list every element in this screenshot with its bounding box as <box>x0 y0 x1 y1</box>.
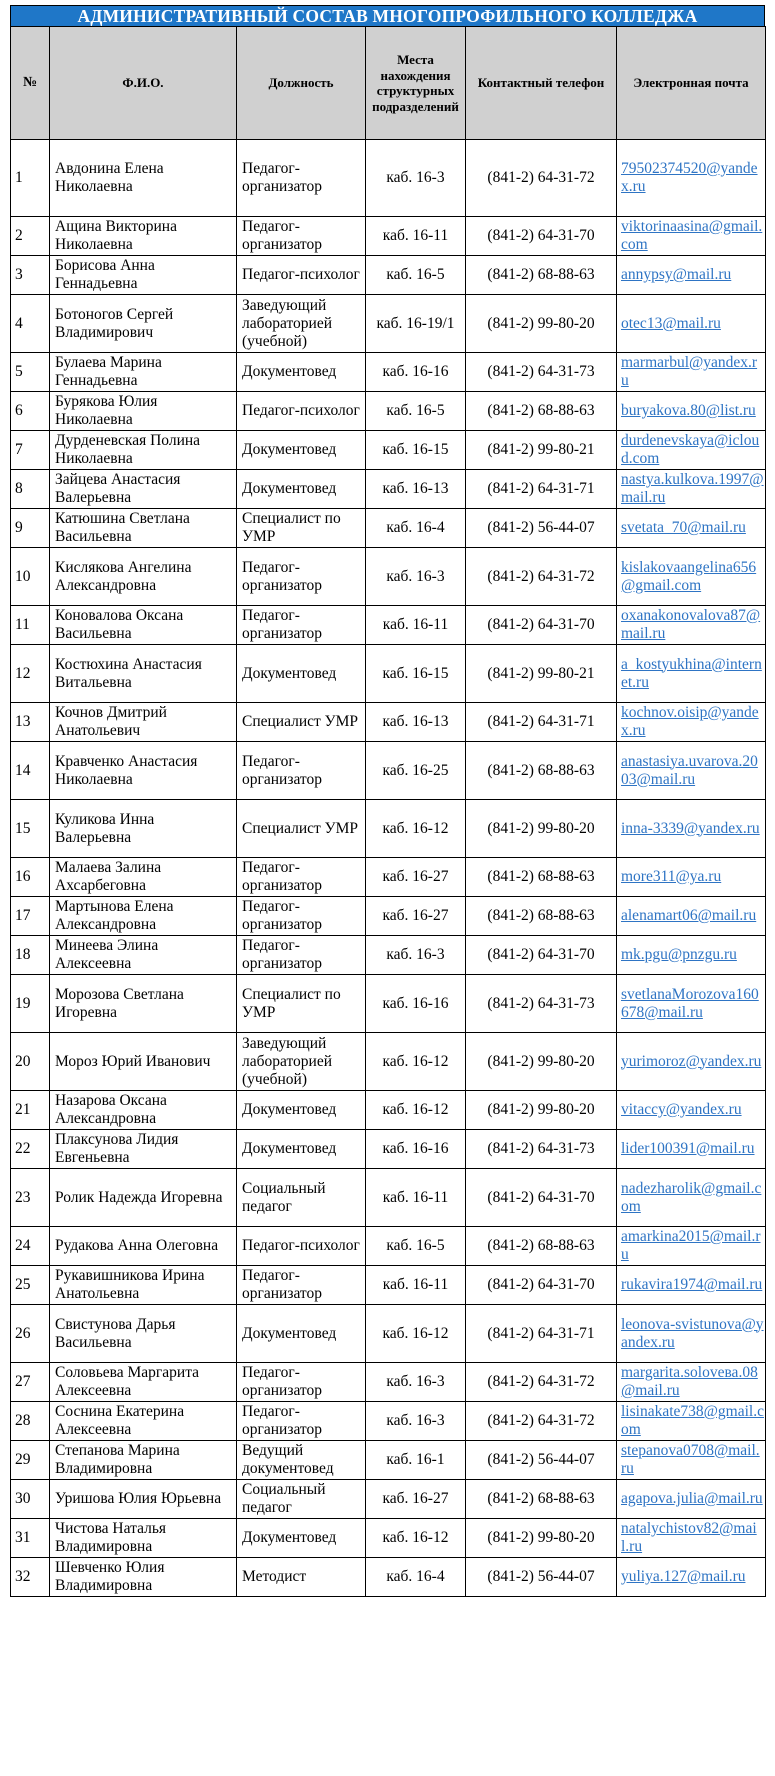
row-email-cell <box>617 548 766 606</box>
row-email-cell <box>617 975 766 1033</box>
row-room: каб. 16-3 <box>366 140 466 217</box>
row-name: Малаева Залина Ахсарбеговна <box>50 858 237 897</box>
row-name: Мороз Юрий Иванович <box>50 1033 237 1091</box>
table-row <box>11 140 766 217</box>
row-email-cell <box>617 217 766 256</box>
email-link[interactable]: durdenevskaya@icloud.com <box>621 432 760 467</box>
email-link[interactable]: 79502374520@yandex.ru <box>621 160 758 195</box>
column-header-room: Места нахождения структурных подразделений <box>366 27 466 140</box>
row-number: 14 <box>11 742 50 800</box>
row-position: Документовед <box>237 431 366 470</box>
row-name: Авдонина Елена Николаевна <box>50 140 237 217</box>
email-link[interactable]: rukavira1974@mail.ru <box>621 1276 763 1293</box>
table-row <box>11 742 766 800</box>
row-room: каб. 16-12 <box>366 1519 466 1558</box>
row-phone: (841-2) 68-88-63 <box>466 858 617 897</box>
row-position: Педагог-психолог <box>237 256 366 295</box>
row-number: 22 <box>11 1130 50 1169</box>
row-email-cell <box>617 936 766 975</box>
row-email-cell <box>617 256 766 295</box>
row-phone: (841-2) 64-31-70 <box>466 1266 617 1305</box>
row-room: каб. 16-15 <box>366 431 466 470</box>
row-email-cell <box>617 1266 766 1305</box>
row-phone: (841-2) 68-88-63 <box>466 897 617 936</box>
row-name: Мартынова Елена Александровна <box>50 897 237 936</box>
row-room: каб. 16-11 <box>366 217 466 256</box>
row-number: 21 <box>11 1091 50 1130</box>
row-phone: (841-2) 68-88-63 <box>466 392 617 431</box>
row-phone: (841-2) 64-31-72 <box>466 1402 617 1441</box>
row-number: 11 <box>11 606 50 645</box>
row-room: каб. 16-3 <box>366 1363 466 1402</box>
row-number: 15 <box>11 800 50 858</box>
column-header-position: Должность <box>237 27 366 140</box>
row-position: Документовед <box>237 1091 366 1130</box>
email-link[interactable]: yurimoroz@yandex.ru <box>621 1052 762 1070</box>
email-link[interactable]: otec13@mail.ru <box>621 314 721 332</box>
row-position: Педагог-организатор <box>237 1363 366 1402</box>
row-name: Ботоногов Сергей Владимирович <box>50 295 237 353</box>
email-link[interactable]: lider100391@mail.ru <box>621 1140 755 1157</box>
column-header-email: Электронная почта <box>617 27 766 140</box>
row-position: Педагог-организатор <box>237 1266 366 1305</box>
row-room: каб. 16-16 <box>366 353 466 392</box>
table-row <box>11 703 766 742</box>
row-name: Свистунова Дарья Васильевна <box>50 1305 237 1363</box>
row-phone: (841-2) 64-31-71 <box>466 1305 617 1363</box>
row-name: Чистова Наталья Владимировна <box>50 1519 237 1558</box>
row-email-cell <box>617 509 766 548</box>
row-name: Минеева Элина Алексеевна <box>50 936 237 975</box>
email-link[interactable]: anastasiya.uvarova.2003@mail.ru <box>621 752 758 788</box>
row-room: каб. 16-12 <box>366 800 466 858</box>
email-link[interactable]: viktorinaasina@gmail.com <box>621 218 763 253</box>
email-link[interactable]: alenamart06@mail.ru <box>621 907 757 924</box>
row-phone: (841-2) 64-31-73 <box>466 975 617 1033</box>
row-position: Педагог-организатор <box>237 606 366 645</box>
table-row <box>11 1091 766 1130</box>
table-row <box>11 256 766 295</box>
row-position: Специалист УМР <box>237 703 366 742</box>
row-position: Специалист УМР <box>237 800 366 858</box>
row-number: 24 <box>11 1227 50 1266</box>
email-link[interactable]: yuliya.127@mail.ru <box>621 1568 746 1585</box>
table-row <box>11 800 766 858</box>
row-number: 31 <box>11 1519 50 1558</box>
table-row <box>11 1266 766 1305</box>
row-position: Документовед <box>237 470 366 509</box>
row-room: каб. 16-25 <box>366 742 466 800</box>
column-header-num: № <box>11 27 50 140</box>
row-phone: (841-2) 56-44-07 <box>466 509 617 548</box>
row-position: Документовед <box>237 645 366 703</box>
email-link[interactable]: more311@ya.ru <box>621 868 722 885</box>
row-name: Борисова Анна Геннадьевна <box>50 256 237 295</box>
table-row <box>11 295 766 353</box>
row-name: Рукавишникова Ирина Анатольевна <box>50 1266 237 1305</box>
row-name: Булаева Марина Геннадьевна <box>50 353 237 392</box>
row-room: каб. 16-11 <box>366 606 466 645</box>
table-row <box>11 1169 766 1227</box>
row-position: Методист <box>237 1558 366 1597</box>
row-room: каб. 16-5 <box>366 1227 466 1266</box>
table-row <box>11 548 766 606</box>
table-row <box>11 509 766 548</box>
row-name: Шевченко Юлия Владимировна <box>50 1558 237 1597</box>
row-position: Заведующий лабораторией (учебной) <box>237 295 366 353</box>
row-email-cell <box>617 1402 766 1441</box>
row-number: 29 <box>11 1441 50 1480</box>
row-number: 25 <box>11 1266 50 1305</box>
row-position: Педагог-организатор <box>237 742 366 800</box>
row-position: Документовед <box>237 1130 366 1169</box>
row-room: каб. 16-16 <box>366 1130 466 1169</box>
table-row <box>11 1363 766 1402</box>
row-room: каб. 16-11 <box>366 1169 466 1227</box>
row-room: каб. 16-4 <box>366 1558 466 1597</box>
row-number: 8 <box>11 470 50 509</box>
row-position: Педагог-организатор <box>237 858 366 897</box>
row-number: 23 <box>11 1169 50 1227</box>
table-row <box>11 936 766 975</box>
row-number: 6 <box>11 392 50 431</box>
row-room: каб. 16-19/1 <box>366 295 466 353</box>
row-name: Костюхина Анастасия Витальевна <box>50 645 237 703</box>
row-phone: (841-2) 64-31-73 <box>466 353 617 392</box>
row-number: 19 <box>11 975 50 1033</box>
row-position: Педагог-психолог <box>237 1227 366 1266</box>
row-phone: (841-2) 56-44-07 <box>466 1441 617 1480</box>
email-link[interactable]: stepanova0708@mail.ru <box>621 1442 760 1477</box>
row-number: 2 <box>11 217 50 256</box>
row-name: Ролик Надежда Игоревна <box>50 1169 237 1227</box>
row-email-cell <box>617 742 766 800</box>
table-row <box>11 645 766 703</box>
row-room: каб. 16-16 <box>366 975 466 1033</box>
row-phone: (841-2) 64-31-72 <box>466 1363 617 1402</box>
email-link[interactable]: leonova-svistunova@yandex.ru <box>621 1315 764 1351</box>
row-number: 3 <box>11 256 50 295</box>
row-number: 12 <box>11 645 50 703</box>
row-room: каб. 16-15 <box>366 645 466 703</box>
row-position: Педагог-психолог <box>237 392 366 431</box>
row-phone: (841-2) 68-88-63 <box>466 742 617 800</box>
row-position: Педагог-организатор <box>237 548 366 606</box>
table-row <box>11 1305 766 1363</box>
row-number: 4 <box>11 295 50 353</box>
table-row <box>11 431 766 470</box>
table-row <box>11 975 766 1033</box>
row-email-cell <box>617 353 766 392</box>
row-position: Педагог-организатор <box>237 1402 366 1441</box>
table-row <box>11 1480 766 1519</box>
row-number: 16 <box>11 858 50 897</box>
row-position: Ведущий документовед <box>237 1441 366 1480</box>
table-row <box>11 470 766 509</box>
table-row <box>11 1402 766 1441</box>
row-position: Специалист по УМР <box>237 509 366 548</box>
row-phone: (841-2) 64-31-73 <box>466 1130 617 1169</box>
email-link[interactable]: natalychistov82@mail.ru <box>621 1520 757 1555</box>
row-email-cell <box>617 1130 766 1169</box>
email-link[interactable]: kislakovaangelina656@gmail.com <box>621 558 757 594</box>
row-email-cell <box>617 645 766 703</box>
row-phone: (841-2) 99-80-20 <box>466 1033 617 1091</box>
row-phone: (841-2) 68-88-63 <box>466 1480 617 1519</box>
row-email-cell <box>617 1169 766 1227</box>
row-name: Рудакова Анна Олеговна <box>50 1227 237 1266</box>
row-position: Педагог-организатор <box>237 217 366 256</box>
table-row <box>11 392 766 431</box>
row-phone: (841-2) 99-80-20 <box>466 295 617 353</box>
row-position: Документовед <box>237 1519 366 1558</box>
row-room: каб. 16-4 <box>366 509 466 548</box>
row-room: каб. 16-1 <box>366 1441 466 1480</box>
row-name: Соснина Екатерина Алексеевна <box>50 1402 237 1441</box>
row-email-cell <box>617 392 766 431</box>
row-email-cell <box>617 1305 766 1363</box>
row-email-cell <box>617 140 766 217</box>
row-room: каб. 16-27 <box>366 858 466 897</box>
email-link[interactable]: agapova.julia@mail.ru <box>621 1490 763 1507</box>
row-position: Специалист по УМР <box>237 975 366 1033</box>
email-link[interactable]: vitaccy@yandex.ru <box>621 1101 742 1118</box>
row-name: Соловьева Маргарита Алексеевна <box>50 1363 237 1402</box>
row-email-cell <box>617 1519 766 1558</box>
row-number: 27 <box>11 1363 50 1402</box>
row-email-cell <box>617 1441 766 1480</box>
row-name: Уришова Юлия Юрьевна <box>50 1480 237 1519</box>
row-number: 17 <box>11 897 50 936</box>
table-row <box>11 606 766 645</box>
row-room: каб. 16-3 <box>366 548 466 606</box>
row-phone: (841-2) 99-80-20 <box>466 800 617 858</box>
row-email-cell <box>617 858 766 897</box>
table-row <box>11 353 766 392</box>
row-number: 5 <box>11 353 50 392</box>
row-room: каб. 16-27 <box>366 897 466 936</box>
table-row <box>11 858 766 897</box>
row-phone: (841-2) 68-88-63 <box>466 1227 617 1266</box>
column-header-name: Ф.И.О. <box>50 27 237 140</box>
row-number: 26 <box>11 1305 50 1363</box>
email-link[interactable]: oxanakonovalova87@mail.ru <box>621 607 761 642</box>
row-name: Морозова Светлана Игоревна <box>50 975 237 1033</box>
table-row <box>11 1033 766 1091</box>
email-link[interactable]: buryakova.80@list.ru <box>621 402 756 419</box>
row-phone: (841-2) 99-80-21 <box>466 431 617 470</box>
row-name: Коновалова Оксана Васильевна <box>50 606 237 645</box>
email-link[interactable]: amarkina2015@mail.ru <box>621 1228 761 1263</box>
row-room: каб. 16-11 <box>366 1266 466 1305</box>
row-phone: (841-2) 64-31-70 <box>466 1169 617 1227</box>
row-room: каб. 16-13 <box>366 470 466 509</box>
row-phone: (841-2) 64-31-72 <box>466 548 617 606</box>
row-room: каб. 16-12 <box>366 1305 466 1363</box>
row-email-cell <box>617 703 766 742</box>
row-number: 7 <box>11 431 50 470</box>
row-phone: (841-2) 99-80-20 <box>466 1091 617 1130</box>
row-email-cell <box>617 295 766 353</box>
row-room: каб. 16-5 <box>366 256 466 295</box>
row-position: Педагог-организатор <box>237 897 366 936</box>
row-number: 28 <box>11 1402 50 1441</box>
email-link[interactable]: svetlanaMorozova160678@mail.ru <box>621 985 759 1021</box>
row-phone: (841-2) 99-80-21 <box>466 645 617 703</box>
row-number: 13 <box>11 703 50 742</box>
row-phone: (841-2) 99-80-20 <box>466 1519 617 1558</box>
row-position: Социальный педагог <box>237 1480 366 1519</box>
row-phone: (841-2) 64-31-70 <box>466 217 617 256</box>
row-name: Степанова Марина Владимировна <box>50 1441 237 1480</box>
row-name: Плаксунова Лидия Евгеньевна <box>50 1130 237 1169</box>
page-title: АДМИНИСТРАТИВНЫЙ СОСТАВ МНОГОПРОФИЛЬНОГО КОЛЛЕДЖА <box>10 5 765 26</box>
row-phone: (841-2) 56-44-07 <box>466 1558 617 1597</box>
row-number: 1 <box>11 140 50 217</box>
row-number: 9 <box>11 509 50 548</box>
row-room: каб. 16-27 <box>366 1480 466 1519</box>
row-name: Ащина Викторина Николаевна <box>50 217 237 256</box>
email-link[interactable]: mk.pgu@pnzgu.ru <box>621 946 737 963</box>
table-row <box>11 217 766 256</box>
email-link[interactable]: nastya.kulkova.1997@mail.ru <box>621 471 764 506</box>
row-phone: (841-2) 68-88-63 <box>466 256 617 295</box>
row-position: Документовед <box>237 1305 366 1363</box>
row-name: Бурякова Юлия Николаевна <box>50 392 237 431</box>
table-body <box>11 140 766 1597</box>
row-email-cell <box>617 431 766 470</box>
row-position: Педагог-организатор <box>237 140 366 217</box>
column-header-phone: Контактный телефон <box>466 27 617 140</box>
row-name: Кочнов Дмитрий Анатольевич <box>50 703 237 742</box>
row-email-cell <box>617 800 766 858</box>
email-link[interactable]: kochnov.oisip@yandex.ru <box>621 704 759 739</box>
row-phone: (841-2) 64-31-70 <box>466 936 617 975</box>
row-name: Кравченко Анастасия Николаевна <box>50 742 237 800</box>
table-row <box>11 897 766 936</box>
row-name: Кислякова Ангелина Александровна <box>50 548 237 606</box>
email-link[interactable]: lisinakate738@gmail.com <box>621 1403 764 1438</box>
row-phone: (841-2) 64-31-71 <box>466 703 617 742</box>
table-row <box>11 1519 766 1558</box>
row-email-cell <box>617 1227 766 1266</box>
email-link[interactable]: annypsy@mail.ru <box>621 266 732 283</box>
document-page <box>10 5 765 1597</box>
row-number: 20 <box>11 1033 50 1091</box>
row-position: Педагог-организатор <box>237 936 366 975</box>
row-email-cell <box>617 1558 766 1597</box>
row-email-cell <box>617 1363 766 1402</box>
row-number: 18 <box>11 936 50 975</box>
row-email-cell <box>617 606 766 645</box>
table-row <box>11 1441 766 1480</box>
row-room: каб. 16-12 <box>366 1033 466 1091</box>
table-row <box>11 1558 766 1597</box>
email-link[interactable]: a_kostyukhina@internet.ru <box>621 655 762 691</box>
row-number: 30 <box>11 1480 50 1519</box>
table-header-row <box>11 27 766 140</box>
row-room: каб. 16-13 <box>366 703 466 742</box>
row-name: Зайцева Анастасия Валерьевна <box>50 470 237 509</box>
row-room: каб. 16-3 <box>366 936 466 975</box>
row-room: каб. 16-3 <box>366 1402 466 1441</box>
row-name: Катюшина Светлана Васильевна <box>50 509 237 548</box>
row-number: 10 <box>11 548 50 606</box>
row-position: Документовед <box>237 353 366 392</box>
row-name: Дурденевская Полина Николаевна <box>50 431 237 470</box>
row-phone: (841-2) 64-31-72 <box>466 140 617 217</box>
row-email-cell <box>617 1480 766 1519</box>
staff-table <box>10 26 766 1597</box>
row-email-cell <box>617 470 766 509</box>
row-phone: (841-2) 64-31-71 <box>466 470 617 509</box>
row-name: Назарова Оксана Александровна <box>50 1091 237 1130</box>
table-row <box>11 1227 766 1266</box>
email-link[interactable]: margarita.solovева.08@mail.ru <box>621 1364 758 1399</box>
row-position: Заведующий лабораторией (учебной) <box>237 1033 366 1091</box>
row-email-cell <box>617 1033 766 1091</box>
row-room: каб. 16-5 <box>366 392 466 431</box>
email-link[interactable]: nadezharolik@gmail.com <box>621 1179 762 1215</box>
email-link[interactable]: svetata_70@mail.ru <box>621 519 746 536</box>
row-email-cell <box>617 1091 766 1130</box>
table-row <box>11 1130 766 1169</box>
row-phone: (841-2) 64-31-70 <box>466 606 617 645</box>
row-number: 32 <box>11 1558 50 1597</box>
row-email-cell <box>617 897 766 936</box>
email-link[interactable]: marmarbul@yandex.ru <box>621 354 758 389</box>
row-room: каб. 16-12 <box>366 1091 466 1130</box>
email-link[interactable]: inna-3339@yandex.ru <box>621 819 760 837</box>
row-position: Социальный педагог <box>237 1169 366 1227</box>
row-name: Куликова Инна Валерьевна <box>50 800 237 858</box>
